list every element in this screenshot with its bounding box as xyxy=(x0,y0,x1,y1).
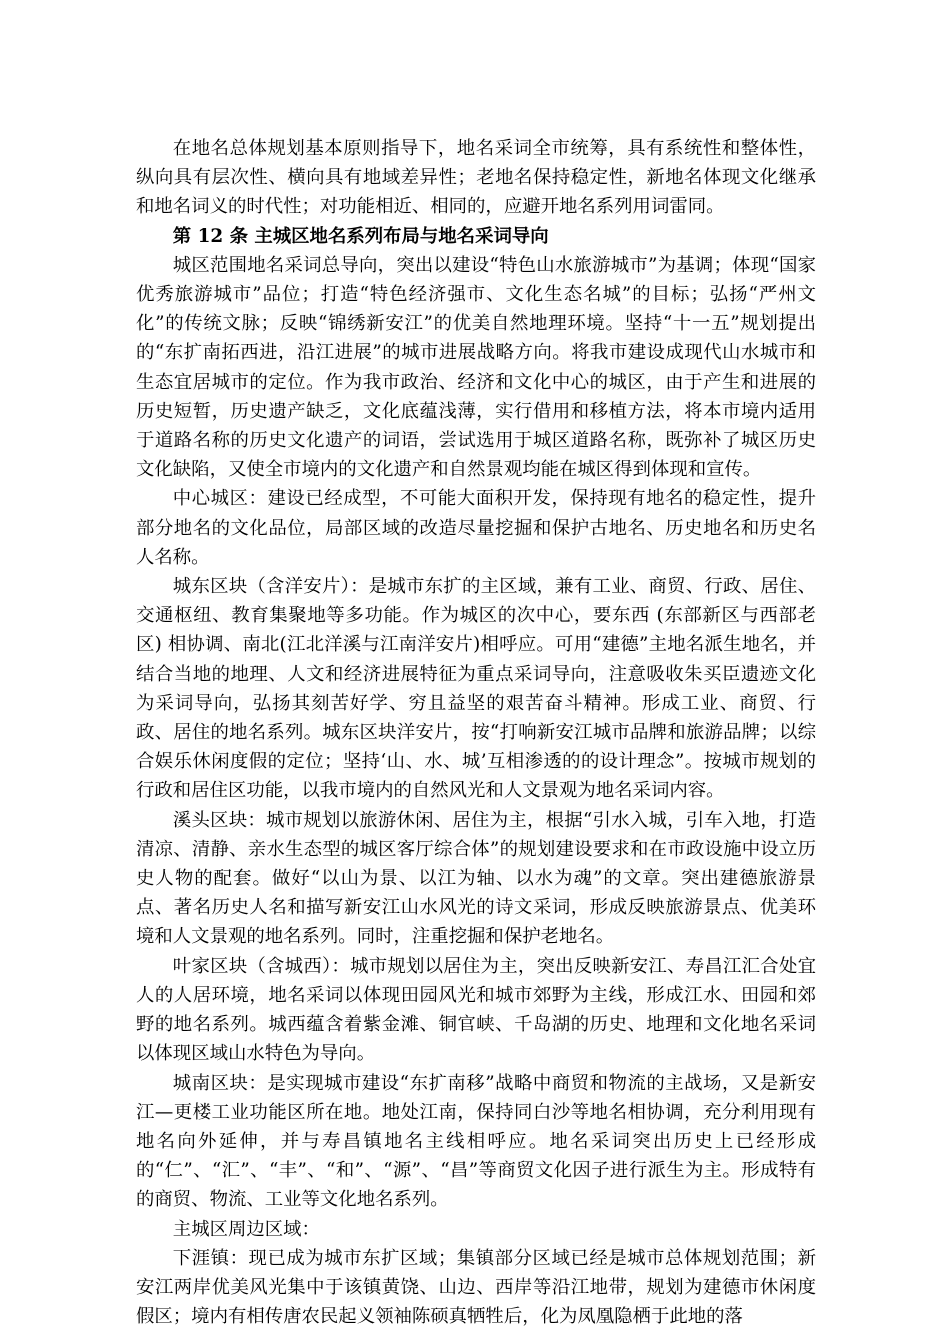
paragraph-central-district: 中心城区：建设已经成型，不可能大面积开发，保持现有地名的稳定性，提升部分地名的文化品位，局部区域的改造尽量挖掘和保护古地名、历史地名和历史名人名称。 xyxy=(136,488,816,568)
paragraph-south-block: 城南区块：是实现城市建设“东扩南移”战略中商贸和物流的主战场，又是新安江—更楼工业功能区所在地。地处江南，保持同白沙等地名相协调，充分利用现有地名向外延伸，并与寿昌镇地名主线相呼应。地名采词突出历史上已经形成的“仁”、“汇”、“丰”、“和”、“源”、“昌”等商贸文化因子进行派生为主。形成特有的商贸、物流、工业等文化地名系列。 xyxy=(136,1072,816,1211)
paragraph-principles: 在地名总体规划基本原则指导下，地名采词全市统筹，具有系统性和整体性，纵向具有层次性、横向具有地域差异性；老地名保持稳定性，新地名体现文化继承和地名词义的时代性；对功能相近、相同的，应避开地名系列用词雷同。 xyxy=(136,138,816,218)
paragraph-xitou-block: 溪头区块：城市规划以旅游休闲、居住为主，根据“引水入城，引车入地，打造清凉、清静、亲水生态型的城区客厅综合体”的规划建设要求和在市政设施中设立历史人物的配套。做好“以山为景、以江为轴、以水为魂”的文章。突出建德旅游景点、著名历史人名和描写新安江山水风光的诗文采词，形成反映旅游景点、优美环境和人文景观的地名系列。同时，注重挖掘和保护老地名。 xyxy=(136,809,816,948)
article-heading: 第 12 条 主城区地名系列布局与地名采词导向 xyxy=(172,225,549,247)
paragraph-surrounding-area-label: 主城区周边区域： xyxy=(172,1218,320,1240)
paragraph-city-overview: 城区范围地名采词总导向，突出以建设“特色山水旅游城市”为基调；体现“国家优秀旅游城市”品位；打造“特色经济强市、文化生态名城”的目标；弘扬“严州文化”的传统文脉；反映“锦绣新安江”的优美自然地理环境。坚持“十一五”规划提出的“东扩南拓西进，沿江进展”的城市进展战略方向。将我市建设成现代山水城市和生态宜居城市的定位。作为我市政治、经济和文化中心的城区，由于产生和进展的历史短暂，历史遗产缺乏，文化底蕴浅薄，实行借用和移植方法，将本市境内适用于道路名称的历史文化遗产的词语，尝试选用于城区道路名称，既弥补了城区历史文化缺陷，又使全市境内的文化遗产和自然景观均能在城区得到体现和宣传。 xyxy=(136,254,816,481)
paragraph-east-block: 城东区块（含洋安片）：是城市东扩的主区域，兼有工业、商贸、行政、居住、交通枢纽、教育集聚地等多功能。作为城区的次中心，要东西 (东部新区与西部老区) 相协调、南北(江北洋溪与江南洋安片)相呼应。可用“建德”主地名派生地名，并结合当地的地理、人文和经济进展特征为重点采词导向，注意吸收朱买臣遗迹文化为采词导向，弘扬其刻苦好学、穷且益坚的艰苦奋斗精神。形成工业、商贸、行政、居住的地名系列。城东区块洋安片，按“打响新安江城市品牌和旅游品牌；以综合娱乐休闲度假的定位；坚持‘山、水、城’互相渗透的的设计理念”。按城市规划的行政和居住区功能，以我市境内的自然风光和人文景观为地名采词内容。 xyxy=(136,576,816,802)
paragraph-yejia-block: 叶家区块（含城西）：城市规划以居住为主，突出反映新安江、寿昌江汇合处宜人的人居环境，地名采词以体现田园风光和城市郊野为主线，形成江水、田园和郊野的地名系列。城西蕴含着紫金滩、铜官峡、千岛湖的历史、地理和文化地名采词以体现区域山水特色为导向。 xyxy=(136,955,816,1065)
document-page xyxy=(136,134,816,1331)
paragraph-xiaya-town: 下涯镇：现已成为城市东扩区域；集镇部分区域已经是城市总体规划范围；新安江两岸优美风光集中于该镇黄饶、山边、西岸等沿江地带，规划为建德市休闲度假区；境内有相传唐农民起义领袖陈硕真牺牲后，化为凤凰隐栖于此地的落 xyxy=(136,1247,816,1328)
